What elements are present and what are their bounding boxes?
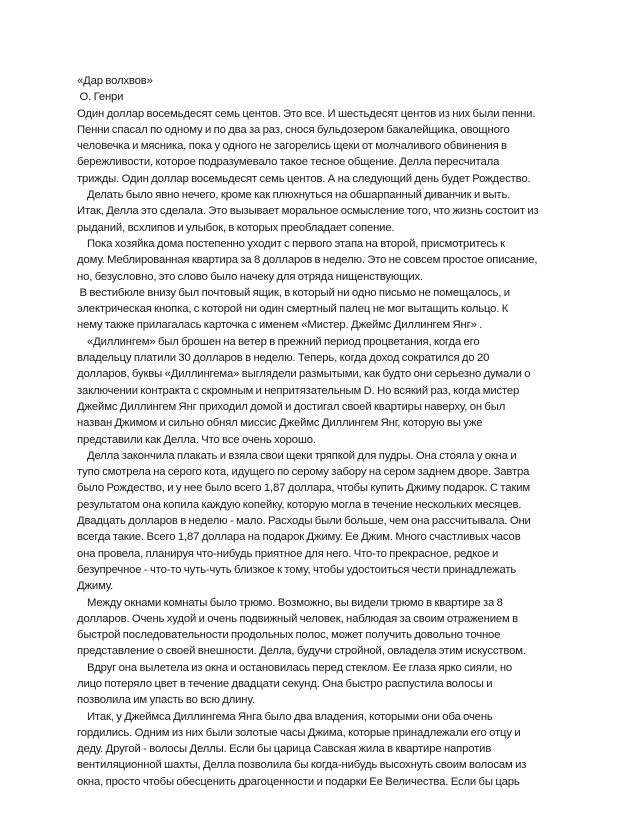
text-line: долларов. Очень худой и очень подвижный человек, наблюдая за своим отражением в [77,612,518,625]
text-line: трижды. Один доллар восемьдесят семь центов. А на следующий день будет Рождество. [77,172,531,185]
text-line: позволила им упасть во всю длину. [77,694,255,707]
text-line: электрическая кнопка, с которой ни один смертный палец не мог вытащить кольцо. К [77,303,509,316]
text-line: представление о своей внешности. Делла, будучи стройной, овладела этим искусством. [77,645,526,658]
text-line: Между окнами комнаты было трюмо. Возможно, вы видели трюмо в квартире за 8 [77,596,503,609]
text-line: Делла закончила плакать и взяла свои щеки тряпкой для пудры. Она стояла у окна и [77,449,517,462]
text-line: бережливости, которое подразумевало такое тесное общение. Делла пересчитала [77,156,500,169]
text-line: «Диллингем» был брошен на ветер в прежний период процветания, когда его [77,335,480,348]
text-line: назван Джимом и сильно обнял миссис Джеймс Диллингем Янг, которую вы уже [77,417,483,430]
text-line: Двадцать долларов в неделю - мало. Расходы были больше, чем она рассчитывала. Они [77,515,531,528]
text-line: безупречное - что-то чуть-чуть близкое к тому, чтобы удостоиться чести принадлежать [77,563,517,576]
text-line: Вдруг она вылетела из окна и остановилась перед стеклом. Ее глаза ярко сияли, но [77,661,513,674]
text-line: Итак, Делла это сделала. Это вызывает моральное осмысление того, что жизнь состоит из [77,205,539,218]
text-line: Джеймс Диллингем Янг приходил домой и достигал своей квартиры наверху, он был [77,400,506,413]
text-line: лицо потеряло цвет в течение двадцати секунд. Она быстро распустила волосы и [77,677,493,690]
document-author: О. Генри [77,91,124,104]
text-line: результатом она копила каждую копейку, которую могла в течение нескольких месяцев. [77,498,522,511]
text-line: Джиму. [77,580,114,593]
document-text [77,106,557,790]
text-line: Итак, у Джеймса Диллингема Янга было два владения, которыми они оба очень [77,710,493,723]
text-line: гордились. Одним из них были золотые часы Джима, которые принадлежали его отцу и [77,726,521,739]
text-line: Один доллар восемьдесят семь центов. Это все. И шестьдесят центов из них были пенни. [77,107,536,120]
text-line: долларов, буквы «Диллингема» выглядели размытыми, как будто они серьезно думали о [77,368,531,381]
text-line: Пенни спасал по одному и по два за раз, снося бульдозером бакалейщика, овощного [77,123,510,136]
text-line: дому. Меблированная квартира за 8 долларов в неделю. Это не совсем простое описание, [77,254,538,267]
text-line: Пока хозяйка дома постепенно уходит с первого этапа на второй, присмотритесь к [77,237,505,250]
text-line: Делать было явно нечего, кроме как плюхнуться на обшарпанный диванчик и выть. [77,189,511,202]
text-line: представили как Делла. Что все очень хорошо. [77,433,316,446]
text-line: окна, просто чтобы обесценить драгоценности и подарки Ее Величества. Если бы царь [77,775,520,788]
text-line: всегда такие. Всего 1,87 доллара на подарок Джиму. Ее Джим. Много счастливых часов [77,531,521,544]
text-line: рыданий, всхлипов и улыбок, в которых преобладает сопение. [77,221,395,234]
document-title: «Дар волхвов» [77,75,153,87]
document-body [77,73,557,790]
text-line: она провела, планируя что-нибудь приятное для него. Что-то прекрасное, редкое и [77,547,499,560]
text-line: было Рождество, и у нее было всего 1,87 доллара, чтобы купить Джиму подарок. С таким [77,482,531,495]
text-line: человечка и мясника, пока у одного не загорелись щеки от молчаливого обвинения в [77,140,507,153]
text-line: быстрой последовательности продольных полос, может получить довольно точное [77,629,501,642]
text-line: деду. Другой - волосы Деллы. Если бы царица Савская жила в квартире напротив [77,743,492,756]
text-line: вентиляционной шахты, Делла позволила бы когда-нибудь высохнуть своим волосам из [77,759,527,772]
text-line: нему также прилагалась карточка с именем «Мистер. Джеймс Диллингем Янг» . [77,319,483,332]
text-line: тупо смотрела на серого кота, идущего по серому забору на сером заднем дворе. Завтра [77,466,530,479]
text-line: владельцу платили 30 долларов в неделю. Теперь, когда доход сократился до 20 [77,352,490,365]
text-line: заключении контракта с скромным и непритязательным D. Но всякий раз, когда мистер [77,384,520,397]
text-line: но, безусловно, это слово было начеку для отряда нищенствующих. [77,270,423,283]
text-line: В вестибюле внизу был почтовый ящик, в который ни одно письмо не помещалось, и [77,286,510,299]
